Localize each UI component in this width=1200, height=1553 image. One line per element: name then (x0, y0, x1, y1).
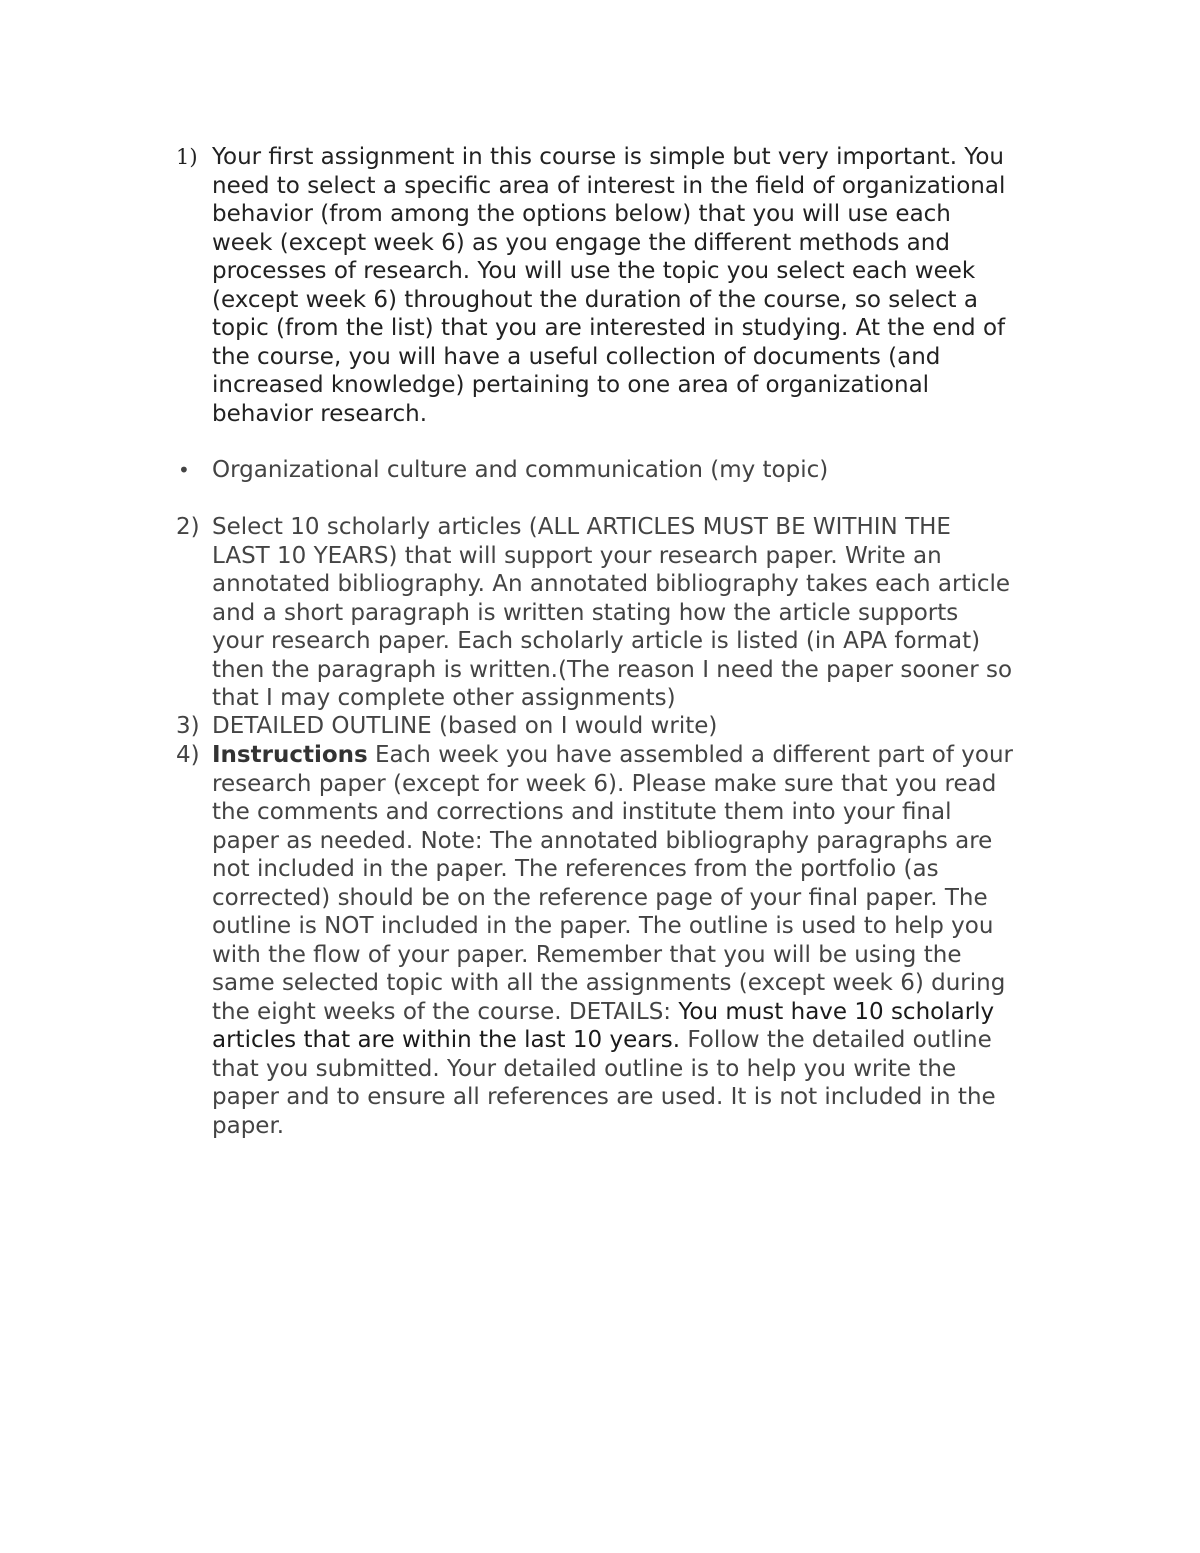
text-line: the comments and corrections and institute them into your final (212, 799, 952, 825)
text-line: behavior research. (212, 400, 428, 427)
text-line: and a short paragraph is written stating how the article supports (212, 599, 959, 626)
details-emphasis: You must have 10 scholarly (678, 998, 995, 1025)
bullet-icon: • (178, 458, 190, 482)
text-line: that I may complete other assignments) (212, 685, 676, 711)
text-line: paper and to ensure all references are used. It is not included in the (212, 1084, 996, 1110)
item-text (212, 741, 1072, 1140)
text-line: not included in the paper. The references from the portfolio (as (212, 856, 939, 882)
text-line (212, 741, 1072, 770)
text-line: then the paragraph is written.(The reason I need the paper sooner so (212, 656, 1013, 683)
text-line: DETAILED OUTLINE (based on I would write) (212, 713, 718, 739)
text-line (212, 1026, 1072, 1055)
text-line: corrected) should be on the reference page of your final paper. The (212, 884, 988, 911)
text-line: paper as needed. Note: The annotated bibliography paragraphs are (212, 827, 993, 854)
text-line: paper. (212, 1112, 285, 1139)
text-line: topic (from the list) that you are interested in studying. At the end of (212, 315, 1006, 341)
item-text (212, 513, 1072, 713)
text-line: annotated bibliography. An annotated bibliography takes each article (212, 571, 1011, 597)
text-line: Select 10 scholarly articles (ALL ARTICLES MUST BE WITHIN THE (212, 514, 951, 540)
text-line: Organizational culture and communication (my topic) (212, 457, 829, 483)
text-line: with the flow of your paper. Remember that you will be using the (212, 941, 962, 968)
text-line: processes of research. You will use the topic you select each week (212, 258, 976, 284)
text-line: increased knowledge) pertaining to one area of organizational (212, 372, 930, 398)
text-line: same selected topic with all the assignments (except week 6) during (212, 970, 1006, 996)
text-fragment: Each week you have assembled a different part of your (367, 742, 1013, 768)
list-marker: 4) (176, 742, 200, 768)
item-text (212, 456, 1072, 485)
text-line: week (except week 6) as you engage the different methods and (212, 229, 950, 256)
text-line: LAST 10 YEARS) that will support your research paper. Write an (212, 542, 942, 569)
text-line: Your first assignment in this course is simple but very important. You (212, 144, 1004, 170)
text-line: that you submitted. Your detailed outline is to help you write the (212, 1055, 957, 1082)
instructions-heading: Instructions (212, 742, 368, 768)
text-line: your research paper. Each scholarly article is listed (in APA format) (212, 628, 981, 654)
text-line: research paper (except for week 6). Please make sure that you read (212, 770, 997, 797)
text-fragment: the eight weeks of the course. DETAILS: (212, 998, 679, 1025)
list-marker: 2) (176, 514, 200, 540)
text-line: need to select a specific area of interest in the field of organizational (212, 172, 1006, 199)
text-line (212, 998, 1072, 1027)
text-line: the course, you will have a useful collection of documents (and (212, 343, 941, 370)
list-marker: 1) (176, 145, 198, 169)
details-emphasis: articles that are within the last 10 years. (212, 1027, 681, 1053)
text-line: outline is NOT included in the paper. The outline is used to help you (212, 913, 994, 939)
text-line: behavior (from among the options below) that you will use each (212, 201, 951, 227)
text-fragment: Follow the detailed outline (680, 1027, 992, 1053)
item-text (212, 143, 1072, 428)
list-marker: 3) (176, 713, 200, 739)
text-line: (except week 6) throughout the duration of the course, so select a (212, 286, 978, 313)
item-text (212, 712, 1072, 741)
